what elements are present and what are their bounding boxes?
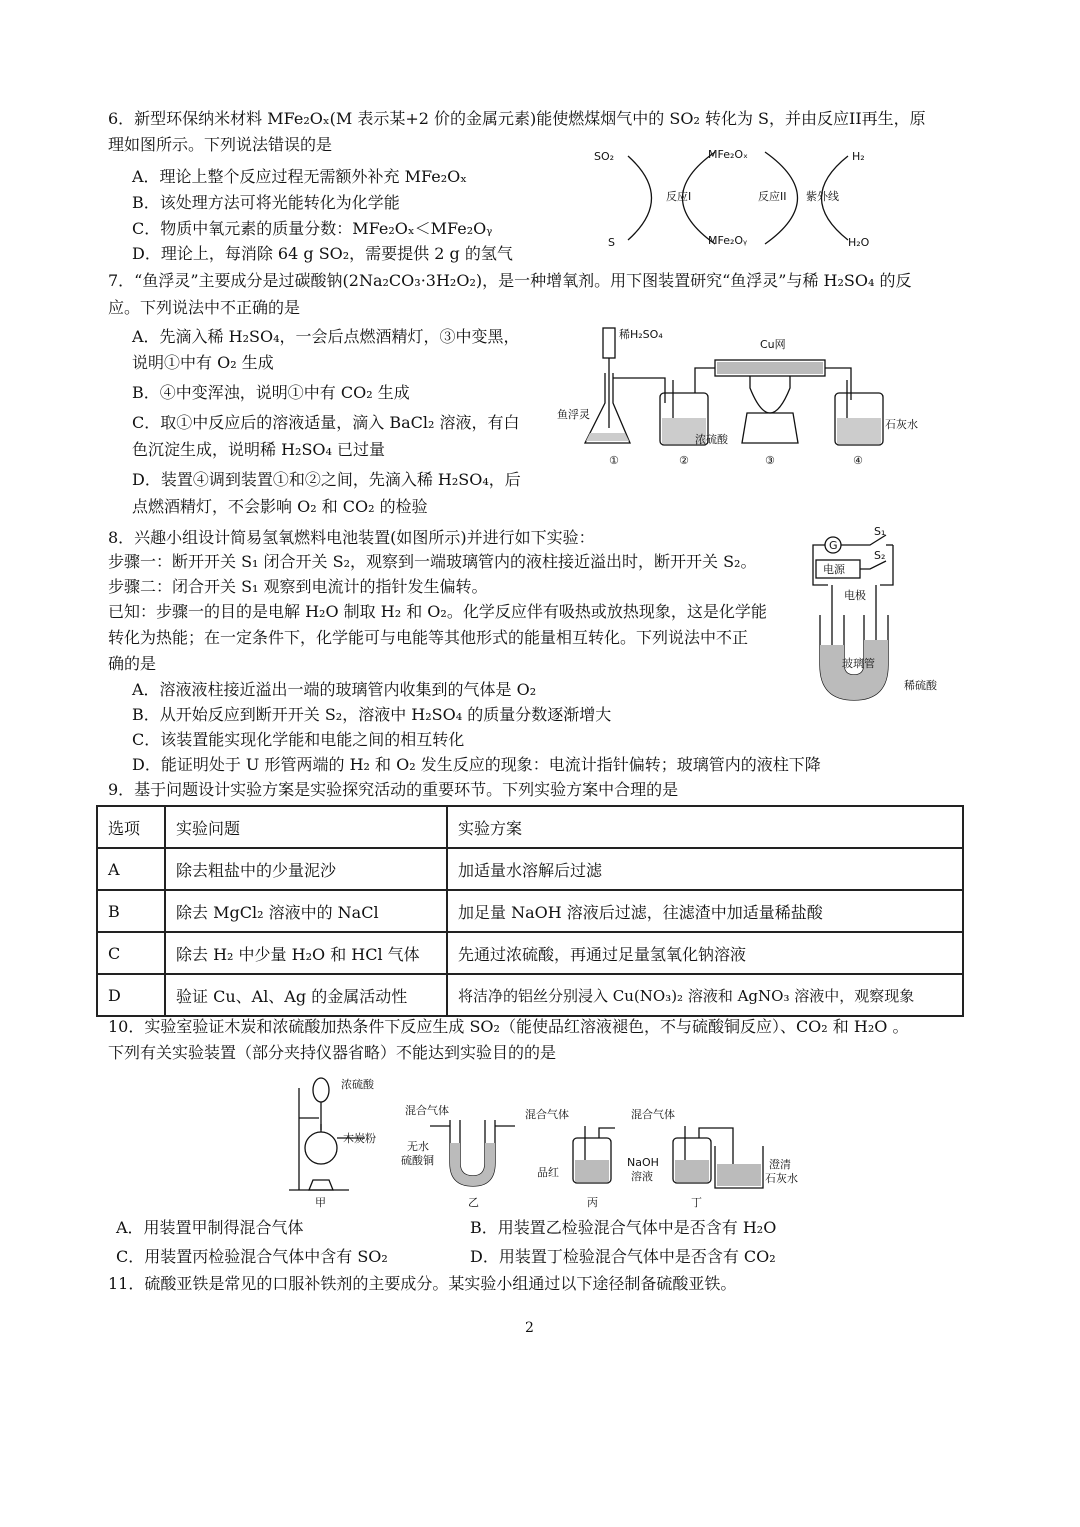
- q7-label-4: ④: [853, 454, 863, 467]
- q9-table: [96, 805, 964, 1017]
- table-row: [97, 974, 963, 1016]
- cell-problem: 除去粗盐中的少量泥沙: [165, 848, 447, 890]
- q7-label-3: ③: [765, 454, 775, 467]
- q10-label-naoh2: 溶液: [631, 1170, 653, 1183]
- q7-label-fish: 鱼浮灵: [557, 408, 590, 421]
- q10-label-charcoal: 木炭粉: [343, 1132, 376, 1145]
- q10-label-yi: 乙: [468, 1196, 479, 1208]
- q8-label-acid: 稀硫酸: [904, 679, 937, 692]
- header-plan: 实验方案: [447, 806, 963, 848]
- q6-option-b: B．该处理方法可将光能转化为化学能: [132, 193, 400, 212]
- q6-label-s: S: [608, 236, 615, 249]
- q7-option-c-1: C．取①中反应后的溶液适量，滴入 BaCl₂ 溶液，有白: [132, 413, 520, 432]
- q10-label-naoh1: NaOH: [627, 1156, 659, 1169]
- q10-label-ding: 丁: [691, 1196, 702, 1208]
- cell-plan: 加足量 NaOH 溶液后过滤，往滤渣中加适量稀盐酸: [447, 890, 963, 932]
- q7-option-b: B．④中变浑浊，说明①中有 CO₂ 生成: [132, 383, 410, 402]
- q8-fuel-cell-diagram: [808, 525, 978, 705]
- q8-option-d: D．能证明处于 U 形管两端的 H₂ 和 O₂ 发生反应的现象：电流计指针偏转；玻璃管内的液柱下降: [132, 755, 821, 774]
- q8-step1: 步骤一：断开开关 S₁ 闭合开关 S₂，观察到一端玻璃管内的液柱接近溢出时，断开开关 S₂。: [108, 552, 757, 571]
- q6-label-h2o: H₂O: [848, 236, 870, 249]
- q8-label-tube: 玻璃管: [842, 657, 875, 670]
- q10-label-jia: 甲: [315, 1196, 326, 1208]
- q8-option-a: A．溶液液柱接近溢出一端的玻璃管内收集到的气体是 O₂: [132, 680, 537, 699]
- q7-label-1: ①: [609, 454, 619, 467]
- cell-option: B: [97, 890, 165, 932]
- q6-label-h2: H₂: [852, 150, 865, 163]
- q6-label-so2: SO₂: [594, 150, 615, 163]
- q10-label-bing: 丙: [587, 1196, 598, 1208]
- q10-apparatus-diagram: [285, 1068, 815, 1208]
- q7-label-lime: 石灰水: [885, 418, 918, 431]
- q8-label-s2: S₂: [874, 549, 886, 562]
- q6-stem-line1: 6．新型环保纳米材料 MFe₂Oₓ(M 表示某+2 价的金属元素)能使燃煤烟气中的 SO₂ 转化为 S，并由反应II再生，原: [108, 109, 926, 128]
- q6-option-d: D．理论上，每消除 64 g SO₂，需要提供 2 g 的氢气: [132, 244, 513, 263]
- q10-option-d: D．用装置丁检验混合气体中是否含有 CO₂: [470, 1247, 776, 1266]
- q10-label-conc: 浓硫酸: [341, 1078, 374, 1091]
- q10-label-pinhong: 品红: [537, 1166, 559, 1179]
- q7-label-cu: Cu网: [760, 338, 786, 351]
- q10-label-cuso4b: 硫酸铜: [401, 1154, 434, 1167]
- q11-stem: 11．硫酸亚铁是常见的口服补铁剂的主要成分。某实验小组通过以下途径制备硫酸亚铁。: [108, 1274, 737, 1293]
- q8-stem: 8．兴趣小组设计简易氢氧燃料电池装置(如图所示)并进行如下实验：: [108, 528, 595, 547]
- q6-label-uv: 紫外线: [806, 190, 839, 203]
- q8-label-s1: S₁: [874, 525, 886, 538]
- cell-option: A: [97, 848, 165, 890]
- q6-option-c: C．物质中氧元素的质量分数：MFe₂Oₓ＜MFe₂Oᵧ: [132, 219, 493, 238]
- q10-label-lime1: 澄清: [769, 1158, 791, 1171]
- q10-stem-line2: 下列有关实验装置（部分夹持仪器省略）不能达到实验目的的是: [108, 1043, 557, 1062]
- q7-stem-line2: 应。下列说法中不正确的是: [108, 298, 301, 317]
- q10-label-mix3: 混合气体: [631, 1108, 675, 1121]
- q7-label-2: ②: [679, 454, 689, 467]
- cell-plan: 加适量水溶解后过滤: [447, 848, 963, 890]
- q7-option-c-2: 色沉淀生成，说明稀 H₂SO₄ 已过量: [132, 440, 386, 459]
- q7-option-a-2: 说明①中有 O₂ 生成: [132, 353, 274, 372]
- table-row: [97, 890, 963, 932]
- q7-option-d-2: 点燃酒精灯，不会影响 O₂ 和 CO₂ 的检验: [132, 497, 428, 516]
- q6-label-top: MFe₂Oₓ: [708, 148, 748, 161]
- q8-label-electrode: 电极: [844, 589, 866, 602]
- header-problem: 实验问题: [165, 806, 447, 848]
- q10-option-a: A．用装置甲制得混合气体: [116, 1218, 304, 1237]
- q6-stem-line2: 理如图所示。下列说法错误的是: [108, 135, 333, 154]
- q10-label-lime2: 石灰水: [765, 1172, 798, 1185]
- q8-label-power: 电源: [823, 563, 845, 576]
- q10-option-c: C．用装置丙检验混合气体中含有 SO₂: [116, 1247, 388, 1266]
- table-row: [97, 848, 963, 890]
- q8-option-b: B．从开始反应到断开开关 S₂，溶液中 H₂SO₄ 的质量分数逐渐增大: [132, 705, 612, 724]
- cell-option: C: [97, 932, 165, 974]
- q6-label-bottom: MFe₂Oᵧ: [708, 234, 748, 247]
- q7-label-acid: 稀H₂SO₄: [619, 328, 663, 341]
- q8-option-c: C．该装置能实现化学能和电能之间的相互转化: [132, 730, 465, 749]
- q6-label-reaction1: 反应I: [666, 190, 692, 203]
- header-option: 选项: [97, 806, 165, 848]
- q6-label-reaction2: 反应II: [758, 190, 787, 203]
- q10-label-mix1: 混合气体: [405, 1104, 449, 1117]
- cell-plan: 先通过浓硫酸，再通过足量氢氧化钠溶液: [447, 932, 963, 974]
- q10-label-mix2: 混合气体: [525, 1108, 569, 1121]
- q8-known-1: 已知：步骤一的目的是电解 H₂O 制取 H₂ 和 O₂。化学反应伴有吸热或放热现象，这是化学能: [108, 602, 767, 621]
- q7-label-h2so4: 浓硫酸: [695, 433, 728, 446]
- q10-stem-line1: 10．实验室验证木炭和浓硫酸加热条件下反应生成 SO₂（能使品红溶液褪色，不与硫酸铜反应）、CO₂ 和 H₂O 。: [108, 1017, 909, 1036]
- q7-option-d-1: D．装置④调到装置①和②之间，先滴入稀 H₂SO₄，后: [132, 470, 521, 489]
- q7-apparatus-diagram: [555, 318, 955, 473]
- q9-stem: 9．基于问题设计实验方案是实验探究活动的重要环节。下列实验方案中合理的是: [108, 780, 679, 799]
- page-number: 2: [525, 1320, 534, 1336]
- cell-problem: 除去 MgCl₂ 溶液中的 NaCl: [165, 890, 447, 932]
- cell-problem: 除去 H₂ 中少量 H₂O 和 HCl 气体: [165, 932, 447, 974]
- q6-option-a: A．理论上整个反应过程无需额外补充 MFe₂Oₓ: [132, 167, 468, 186]
- q8-step2: 步骤二：闭合开关 S₁ 观察到电流计的指针发生偏转。: [108, 577, 488, 596]
- table-row: [97, 932, 963, 974]
- q8-label-g: G: [829, 539, 838, 552]
- q10-label-cuso4a: 无水: [407, 1140, 429, 1153]
- cell-problem: 验证 Cu、Al、Ag 的金属活动性: [165, 974, 447, 1016]
- cell-option: D: [97, 974, 165, 1016]
- cell-plan: 将洁净的铝丝分别浸入 Cu(NO₃)₂ 溶液和 AgNO₃ 溶液中，观察现象: [447, 974, 963, 1016]
- q10-option-b: B．用装置乙检验混合气体中是否含有 H₂O: [470, 1218, 777, 1237]
- q8-known-3: 确的是: [108, 654, 157, 673]
- q6-cycle-diagram: [590, 140, 890, 255]
- q7-option-a-1: A．先滴入稀 H₂SO₄，一会后点燃酒精灯，③中变黑，: [132, 327, 520, 346]
- table-header-row: [97, 806, 963, 848]
- q8-known-2: 转化为热能；在一定条件下，化学能可与电能等其他形式的能量相互转化。下列说法中不正: [108, 628, 749, 647]
- q7-stem-line1: 7．“鱼浮灵”主要成分是过碳酸钠(2Na₂CO₃·3H₂O₂)，是一种增氧剂。用下图装置研究“鱼浮灵”与稀 H₂SO₄ 的反: [108, 271, 912, 290]
